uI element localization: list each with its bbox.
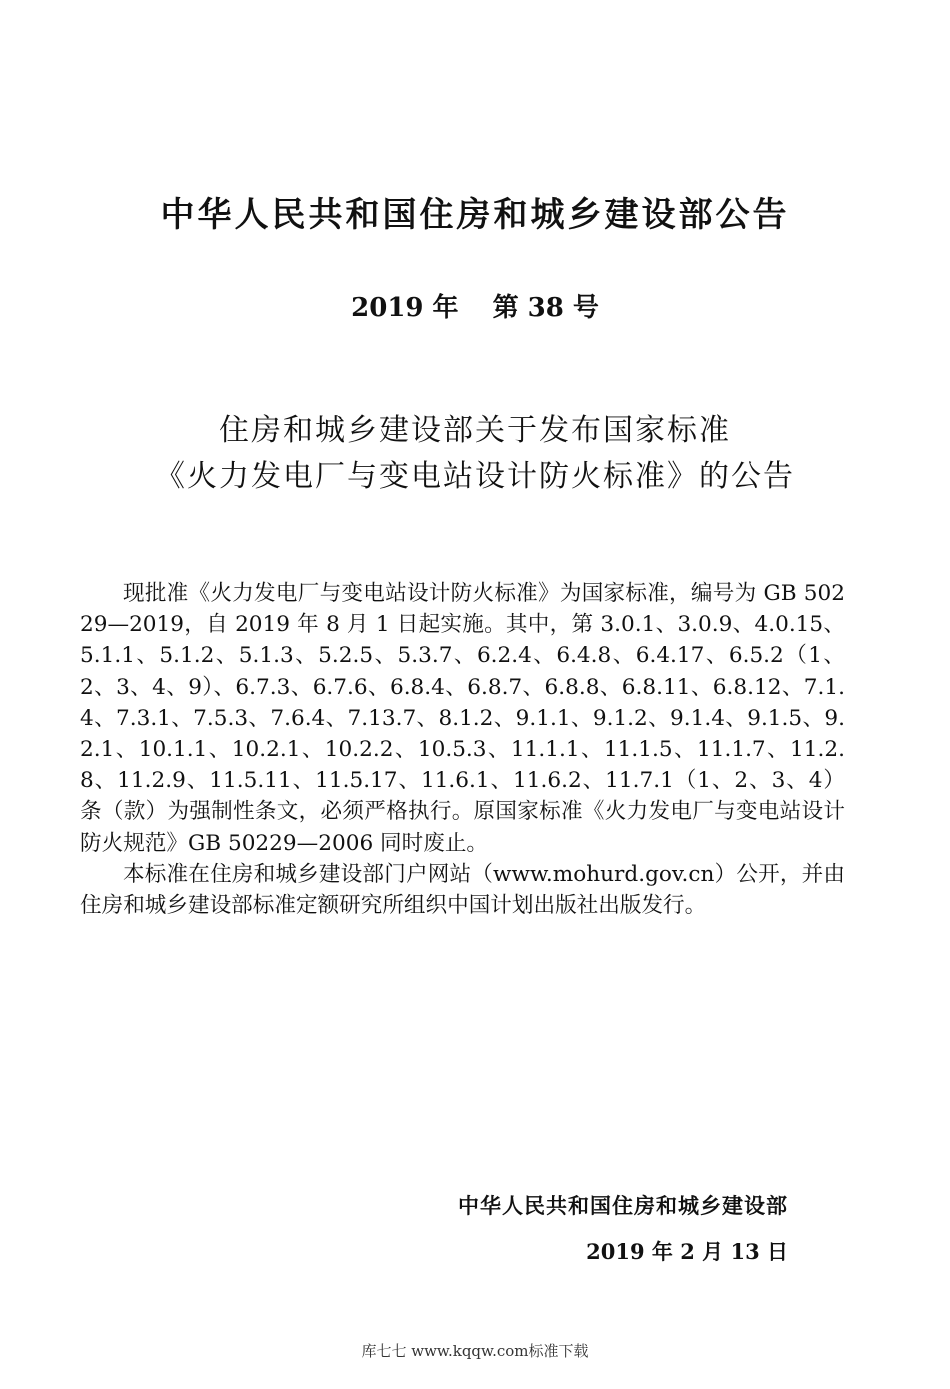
subtitle-line-2: 《火力发电厂与变电站设计防火标准》的公告 [155, 459, 795, 494]
issuer-name: 中华人民共和国住房和城乡建设部 [458, 1194, 788, 1218]
body-paragraph-2: 本标准在住房和城乡建设部门户网站（www.mohurd.gov.cn）公开，并由住房和城乡建设部标准定额研究所组织中国计划出版社出版发行。 [80, 861, 845, 919]
issue-no: 第 38 号 [492, 293, 599, 323]
announcement-subtitle [0, 408, 950, 500]
issue-number [0, 288, 950, 328]
issue-year: 2019 年 [351, 293, 459, 323]
announcement-title: 中华人民共和国住房和城乡建设部公告 [160, 195, 790, 235]
footer-watermark: 库七七 www.kqqw.com标准下载 [361, 1342, 589, 1360]
body-paragraph-1: 现批准《火力发电厂与变电站设计防火标准》为国家标准，编号为 GB 50229—2019，自 2019 年 8 月 1 日起实施。其中，第 3.0.1、3.0.9、4.0.15、5.1.1、5.1.2、5.1.3、5.2.5、5.3.7、6.2.4、6.4.8、6.4.17、6.5.2（1、2、3、4、9）、6.7.3、6.7.6、6.8.4、6.8.7、6.8.8、6.8.11、6.8.12、7.1.4、7.3.1、7.5.3、7.6.4、7.13.7、8.1.2、9.1.1、9.1.2、9.1.4、9.1.5、9.2.1、10.1.1、10.2.1、10.2.2、10.5.3、11.1.1、11.1.5、11.1.7、11.2.8、11.2.9、11.5.11、11.5.17、11.6.1、11.6.2、11.7.1（1、2、3、4）条（款）为强制性条文，必须严格执行。原国家标准《火力发电厂与变电站设计防火规范》GB 50229—2006 同时废止。 [80, 581, 845, 856]
announcement-body [80, 578, 845, 921]
subtitle-line-1: 住房和城乡建设部关于发布国家标准 [219, 413, 731, 448]
signature-block [458, 1188, 788, 1270]
issue-date: 2019 年 2 月 13 日 [586, 1239, 788, 1264]
